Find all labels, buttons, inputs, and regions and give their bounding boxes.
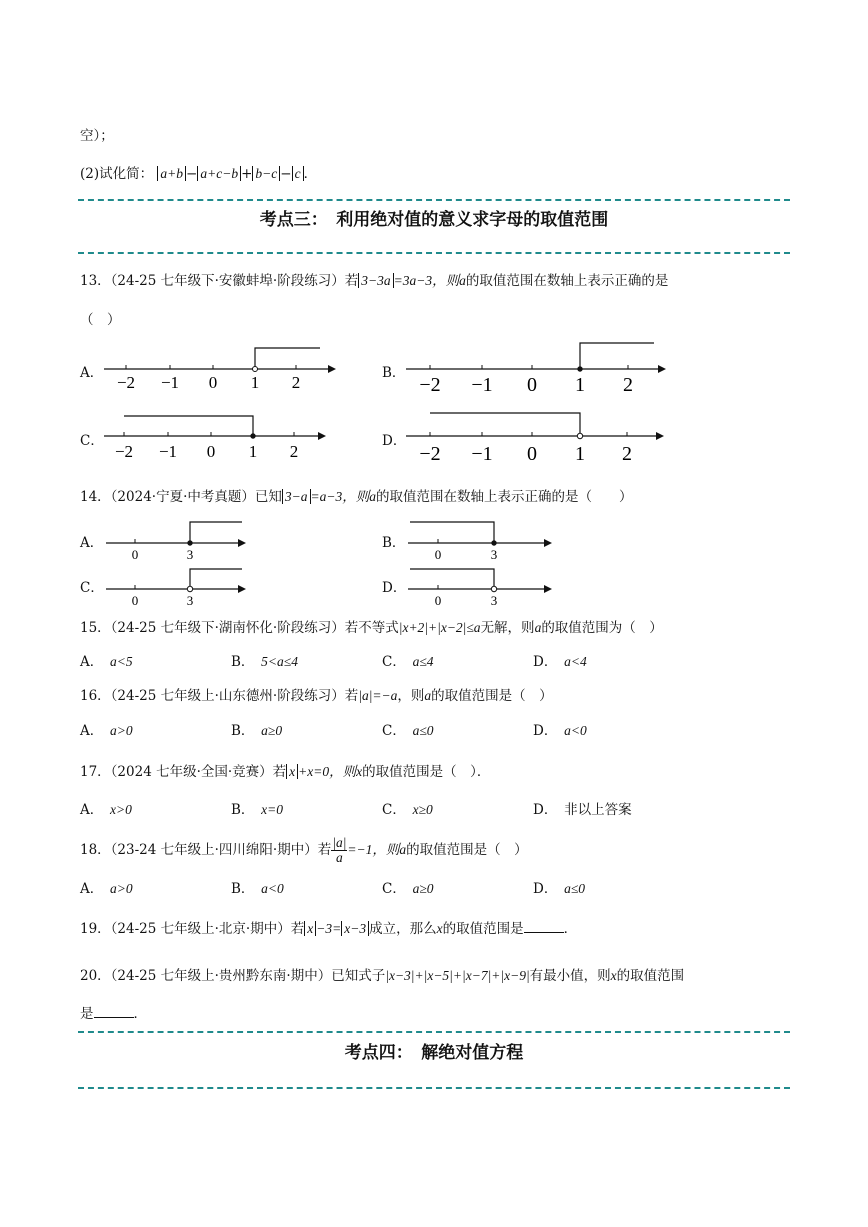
answer-blank[interactable] <box>94 1005 134 1018</box>
tick-label: 1 <box>575 443 585 465</box>
question-13: 13．（24-25 七年级下·安徽蚌埠·阶段练习）若 3−3a =3a−3，则a的取值范围在数轴上表示正确的是 <box>80 273 669 289</box>
tick-label: 0 <box>206 442 216 461</box>
text-fragment: 空）； <box>80 128 114 144</box>
q13-option-a-label[interactable]: A． <box>80 365 104 381</box>
q13-option-d-label[interactable]: D． <box>382 433 407 449</box>
tick-label: −1 <box>160 373 180 392</box>
q14-option-a-label[interactable]: A． <box>80 535 104 551</box>
question-16: 16．（24-25 七年级上·山东德州·阶段练习）若|a|=−a，则a的取值范围是（ ） <box>80 688 553 704</box>
q15-option-a[interactable]: A． a<5 <box>80 654 133 670</box>
q16-option-d[interactable]: D． a<0 <box>533 723 587 739</box>
tick-label: −1 <box>471 443 493 465</box>
q15-option-d[interactable]: D． a<4 <box>533 654 587 670</box>
tick-label: 0 <box>527 374 537 396</box>
tick-label: 0 <box>434 593 442 608</box>
section-3-title: 考点三： 利用绝对值的意义求字母的取值范围 <box>259 210 609 230</box>
q17-option-c[interactable]: C． x≥0 <box>382 802 433 818</box>
q16-option-b[interactable]: B． a≥0 <box>231 723 283 739</box>
question-18: 18．（23-24 七年级上·四川绵阳·期中）若 $\frac{|a|}{a}$ =−1，则a的取值范围是（ ） <box>80 835 528 865</box>
tick-label: −2 <box>419 443 441 465</box>
tick-label: 3 <box>490 547 498 562</box>
tick-label: 0 <box>208 373 218 392</box>
q13-number-line-c <box>100 408 340 468</box>
section-divider <box>78 1031 790 1033</box>
q17-option-b[interactable]: B． x=0 <box>231 802 284 818</box>
q13-option-c-label[interactable]: C． <box>80 433 104 449</box>
tick-label: 1 <box>575 374 585 396</box>
q17-option-d[interactable]: D． 非以上答案 <box>533 802 632 818</box>
question-17: 17．（2024 七年级·全国·竞赛）若 x +x=0，则x的取值范围是（ ）． <box>80 764 491 780</box>
tick-label: 3 <box>186 593 194 608</box>
q14-option-d-label[interactable]: D． <box>382 580 407 596</box>
q14-number-line-d <box>402 564 562 614</box>
tick-label: 3 <box>186 547 194 562</box>
tick-label: 0 <box>131 593 139 608</box>
answer-blank[interactable] <box>524 920 564 933</box>
q15-option-b[interactable]: B． 5<a≤4 <box>231 654 298 670</box>
tick-label: −2 <box>419 374 441 396</box>
q18-option-d[interactable]: D． a≤0 <box>533 881 585 897</box>
q14-number-line-a <box>100 518 260 568</box>
tick-label: 2 <box>289 442 299 461</box>
q18-option-b[interactable]: B． a<0 <box>231 881 284 897</box>
q18-option-c[interactable]: C． a≥0 <box>382 881 434 897</box>
q13-number-line-b <box>402 340 672 400</box>
tick-label: −2 <box>116 373 136 392</box>
tick-label: 0 <box>527 443 537 465</box>
tick-label: −2 <box>114 442 134 461</box>
tick-label: 2 <box>622 443 632 465</box>
q13-number-line-d <box>402 408 672 468</box>
q18-option-a[interactable]: A． a>0 <box>80 881 133 897</box>
question-13-paren: （ ） <box>80 312 121 328</box>
q14-option-b-label[interactable]: B． <box>382 535 406 551</box>
q16-option-a[interactable]: A． a>0 <box>80 723 133 739</box>
q14-option-c-label[interactable]: C． <box>80 580 104 596</box>
tick-label: 2 <box>291 373 301 392</box>
q14-number-line-b <box>402 518 562 568</box>
q13-number-line-a <box>100 340 340 400</box>
tick-label: −1 <box>471 374 493 396</box>
question-14: 14．（2024·宁夏·中考真题）已知 3−a =a−3，则a的取值范围在数轴上表示正确的是（ ） <box>80 489 633 505</box>
q16-option-c[interactable]: C． a≤0 <box>382 723 434 739</box>
q15-option-c[interactable]: C． a≤4 <box>382 654 434 670</box>
fraction: $\frac{|a|}{a}$ <box>332 835 347 865</box>
tick-label: 0 <box>434 547 442 562</box>
tick-label: 1 <box>248 442 258 461</box>
tick-label: 2 <box>623 374 633 396</box>
tick-label: 1 <box>250 373 260 392</box>
section-4-title: 考点四： 解绝对值方程 <box>344 1043 524 1063</box>
question-19: 19．（24-25 七年级上·北京·期中）若 x −3= x−3 成立，那么x的取值范围是 ． <box>80 921 578 937</box>
tick-label: 3 <box>490 593 498 608</box>
tick-label: −1 <box>158 442 178 461</box>
q13-option-b-label[interactable]: B． <box>382 365 406 381</box>
section-divider <box>78 199 790 201</box>
q17-option-a[interactable]: A． x>0 <box>80 802 132 818</box>
question-15: 15．（24-25 七年级下·湖南怀化·阶段练习）若不等式|x+2|+|x−2|≤a无解，则a的取值范围为（ ） <box>80 620 663 636</box>
q14-number-line-c <box>100 564 260 614</box>
question-20-line2: 是 ． <box>80 1006 147 1022</box>
tick-label: 0 <box>131 547 139 562</box>
section-divider <box>78 252 790 254</box>
question-12-part2: (2)试化简： a+b − a+c−b + b−c − c ． <box>80 166 318 182</box>
question-20: 20．（24-25 七年级上·贵州黔东南·期中）已知式子|x−3|+|x−5|+|x−7|+|x−9|有最小值，则x的取值范围 <box>80 968 685 984</box>
section-divider <box>78 1087 790 1089</box>
